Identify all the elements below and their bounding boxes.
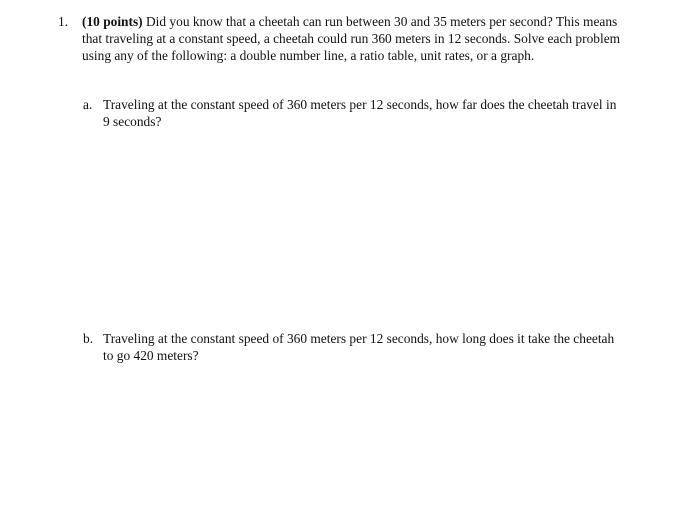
part-b-label: b.	[83, 331, 94, 346]
question-row	[58, 13, 638, 64]
part-a-label: a.	[83, 97, 93, 112]
question-1	[58, 13, 638, 64]
question-text: Did you know that a cheetah can run between 30 and 35 meters per second? This means that traveling at a constant speed, a cheetah could run 360 meters in 12 seconds. Solve each problem using any of the following: a double number line, a ratio table, unit rates, or a graph.	[82, 14, 621, 63]
part-a-text: Traveling at the constant speed of 360 meters per 12 seconds, how far does the cheetah travel in 9 seconds?	[103, 97, 617, 129]
part-b-text: Traveling at the constant speed of 360 meters per 12 seconds, how long does it take the cheetah to go 420 meters?	[103, 331, 615, 363]
part-a	[83, 96, 623, 130]
points-label: (10 points)	[82, 14, 143, 29]
part-b	[83, 330, 623, 364]
question-body	[82, 13, 638, 64]
question-number: 1.	[58, 14, 69, 29]
